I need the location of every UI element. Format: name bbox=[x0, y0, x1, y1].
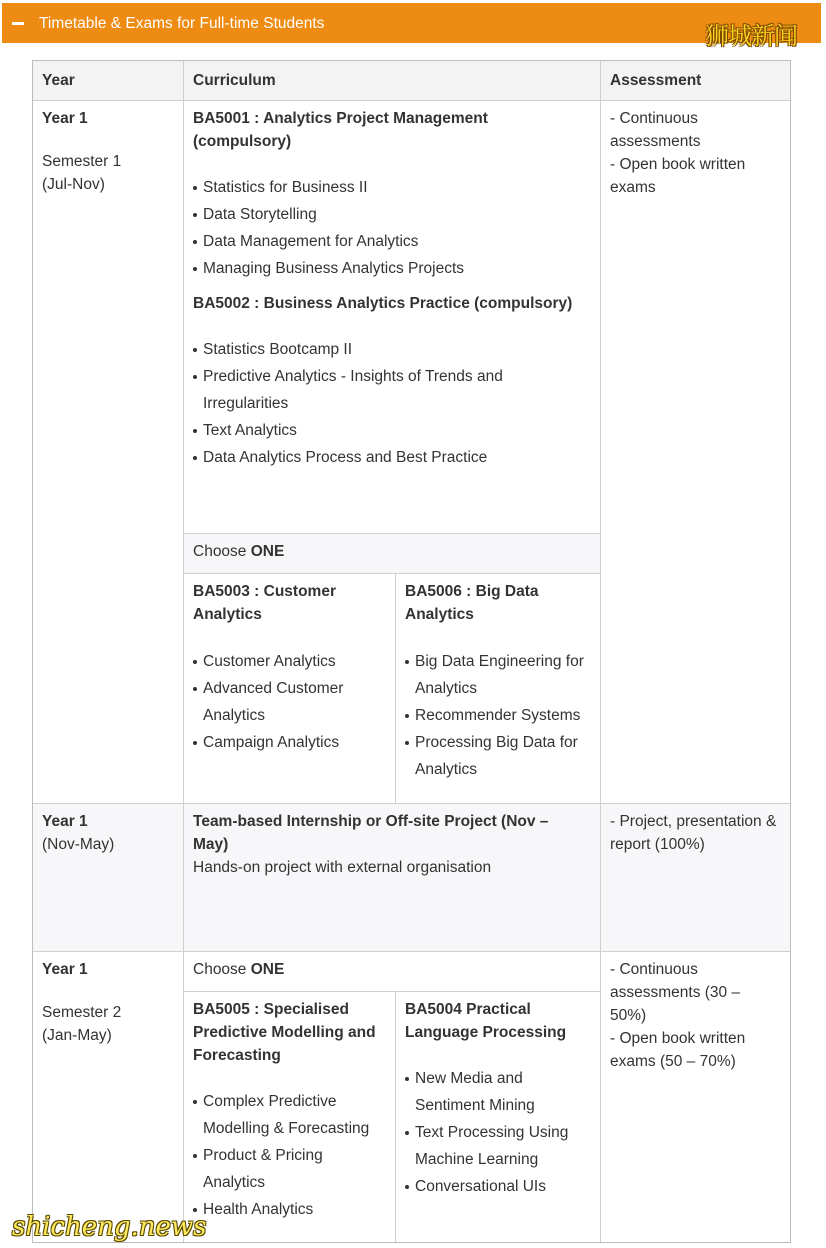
header-assessment: Assessment bbox=[610, 72, 702, 89]
row-divider bbox=[183, 991, 601, 992]
assessment-line: assessments bbox=[610, 133, 701, 150]
subcolumn-divider bbox=[395, 991, 396, 1242]
row-divider bbox=[33, 803, 790, 804]
assessment-line: report (100%) bbox=[610, 836, 705, 853]
list-item-line: New Media and bbox=[415, 1070, 523, 1087]
row-divider bbox=[33, 100, 790, 101]
assessment-line: exams (50 – 70%) bbox=[610, 1053, 736, 1070]
course-title-line: Forecasting bbox=[193, 1047, 281, 1064]
list-item-line: Sentiment Mining bbox=[415, 1097, 535, 1114]
row1-year: Year 1 bbox=[42, 110, 88, 127]
watermark-logo: 狮城新闻 bbox=[705, 22, 797, 50]
list-item-line: Processing Big Data for bbox=[415, 734, 578, 751]
timetable-table bbox=[32, 60, 791, 1243]
assessment-line: - Open book written bbox=[610, 156, 746, 173]
list-item bbox=[193, 675, 343, 729]
list-item-line: Text Processing Using bbox=[415, 1124, 569, 1141]
course-title-line: (compulsory) bbox=[193, 133, 292, 150]
row3-semester: Semester 2 bbox=[42, 1004, 122, 1021]
course-title-line: BA5001 : Analytics Project Management bbox=[193, 110, 488, 127]
assessment-line: - Continuous bbox=[610, 110, 698, 127]
course-title-line: Analytics bbox=[405, 606, 474, 623]
row1-period: (Jul-Nov) bbox=[42, 176, 105, 193]
row3-year: Year 1 bbox=[42, 961, 88, 978]
ba5005-module-list bbox=[193, 1088, 369, 1223]
assessment-line: exams bbox=[610, 179, 656, 196]
list-item-line: Machine Learning bbox=[415, 1151, 539, 1168]
choose-emphasis: ONE bbox=[250, 961, 285, 978]
list-item-line: Analytics bbox=[203, 707, 266, 724]
list-item bbox=[405, 729, 584, 783]
choose-text: Choose bbox=[193, 961, 251, 978]
assessment-line: - Open book written bbox=[610, 1030, 746, 1047]
ba5004-module-list bbox=[405, 1065, 568, 1200]
list-item: Data Management for Analytics bbox=[193, 228, 464, 255]
list-item-line: Complex Predictive bbox=[203, 1093, 337, 1110]
collapse-icon[interactable] bbox=[12, 22, 24, 25]
course-title-ba5001 bbox=[193, 107, 488, 153]
row1-semester: Semester 1 bbox=[42, 153, 122, 170]
course-title-ba5003 bbox=[193, 580, 336, 626]
course-title-line: BA5006 : Big Data bbox=[405, 583, 539, 600]
row3-period: (Jan-May) bbox=[42, 1027, 112, 1044]
list-item-line: Big Data Engineering for bbox=[415, 653, 584, 670]
list-item bbox=[405, 1119, 568, 1173]
course-title-line: Team-based Internship or Off-site Project (Nov – bbox=[193, 813, 549, 830]
list-item: Statistics Bootcamp II bbox=[193, 336, 503, 363]
section-title[interactable]: Timetable & Exams for Full-time Students bbox=[39, 15, 325, 32]
row2-assessment bbox=[610, 810, 776, 856]
assessment-line: assessments (30 – bbox=[610, 984, 741, 1001]
list-item: Data Storytelling bbox=[193, 201, 464, 228]
list-item: Customer Analytics bbox=[193, 648, 343, 675]
course-title-ba5005 bbox=[193, 998, 376, 1067]
row2-year: Year 1 bbox=[42, 813, 88, 830]
list-item: Health Analytics bbox=[193, 1196, 369, 1223]
course-title-line: May) bbox=[193, 836, 229, 853]
list-item bbox=[193, 1142, 369, 1196]
row2-period: (Nov-May) bbox=[42, 836, 115, 853]
row3-assessment bbox=[610, 958, 745, 1073]
choose-emphasis: ONE bbox=[250, 543, 285, 560]
column-divider bbox=[183, 61, 184, 1242]
choose-one-label bbox=[193, 540, 284, 563]
list-item: Managing Business Analytics Projects bbox=[193, 255, 464, 282]
list-item: Conversational UIs bbox=[405, 1173, 568, 1200]
watermark-site: shicheng.news bbox=[12, 1212, 207, 1242]
course-title-ba5004 bbox=[405, 998, 566, 1044]
internship-title bbox=[193, 810, 548, 856]
course-title-line: Language Processing bbox=[405, 1024, 567, 1041]
list-item-line: Predictive Analytics - Insights of Trends and bbox=[203, 368, 503, 385]
course-title-ba5006 bbox=[405, 580, 539, 626]
ba5001-module-list bbox=[193, 174, 464, 282]
list-item-line: Analytics bbox=[415, 761, 478, 778]
list-item bbox=[405, 648, 584, 702]
course-title-line: BA5004 Practical bbox=[405, 1001, 531, 1018]
ba5003-module-list bbox=[193, 648, 343, 756]
list-item: Text Analytics bbox=[193, 417, 503, 444]
internship-description: Hands-on project with external organisation bbox=[193, 859, 492, 876]
row1-assessment bbox=[610, 107, 745, 199]
list-item: Statistics for Business II bbox=[193, 174, 464, 201]
list-item-line: Product & Pricing bbox=[203, 1147, 323, 1164]
list-item bbox=[193, 1088, 369, 1142]
ba5002-module-list bbox=[193, 336, 503, 471]
section-header-bar[interactable] bbox=[2, 3, 821, 43]
choose-one-label bbox=[193, 958, 284, 981]
ba5006-module-list bbox=[405, 648, 584, 783]
list-item: Campaign Analytics bbox=[193, 729, 343, 756]
row-divider bbox=[183, 533, 601, 534]
column-divider bbox=[600, 61, 601, 1242]
header-year: Year bbox=[42, 72, 75, 89]
list-item-line: Modelling & Forecasting bbox=[203, 1120, 370, 1137]
header-curriculum: Curriculum bbox=[193, 72, 276, 89]
course-title-ba5002: BA5002 : Business Analytics Practice (compulsory) bbox=[193, 295, 573, 312]
list-item-line: Analytics bbox=[415, 680, 478, 697]
list-item: Recommender Systems bbox=[405, 702, 584, 729]
list-item bbox=[193, 363, 503, 417]
list-item-line: Analytics bbox=[203, 1174, 266, 1191]
list-item-line: Advanced Customer bbox=[203, 680, 344, 697]
course-title-line: BA5005 : Specialised bbox=[193, 1001, 349, 1018]
course-title-line: Predictive Modelling and bbox=[193, 1024, 376, 1041]
assessment-line: - Project, presentation & bbox=[610, 813, 777, 830]
row-divider bbox=[183, 573, 601, 574]
list-item-line: Irregularities bbox=[203, 395, 289, 412]
subcolumn-divider bbox=[395, 573, 396, 803]
row-divider bbox=[33, 951, 790, 952]
list-item: Data Analytics Process and Best Practice bbox=[193, 444, 503, 471]
assessment-line: - Continuous bbox=[610, 961, 698, 978]
assessment-line: 50%) bbox=[610, 1007, 647, 1024]
choose-text: Choose bbox=[193, 543, 251, 560]
list-item bbox=[405, 1065, 568, 1119]
course-title-line: Analytics bbox=[193, 606, 262, 623]
course-title-line: BA5003 : Customer bbox=[193, 583, 336, 600]
